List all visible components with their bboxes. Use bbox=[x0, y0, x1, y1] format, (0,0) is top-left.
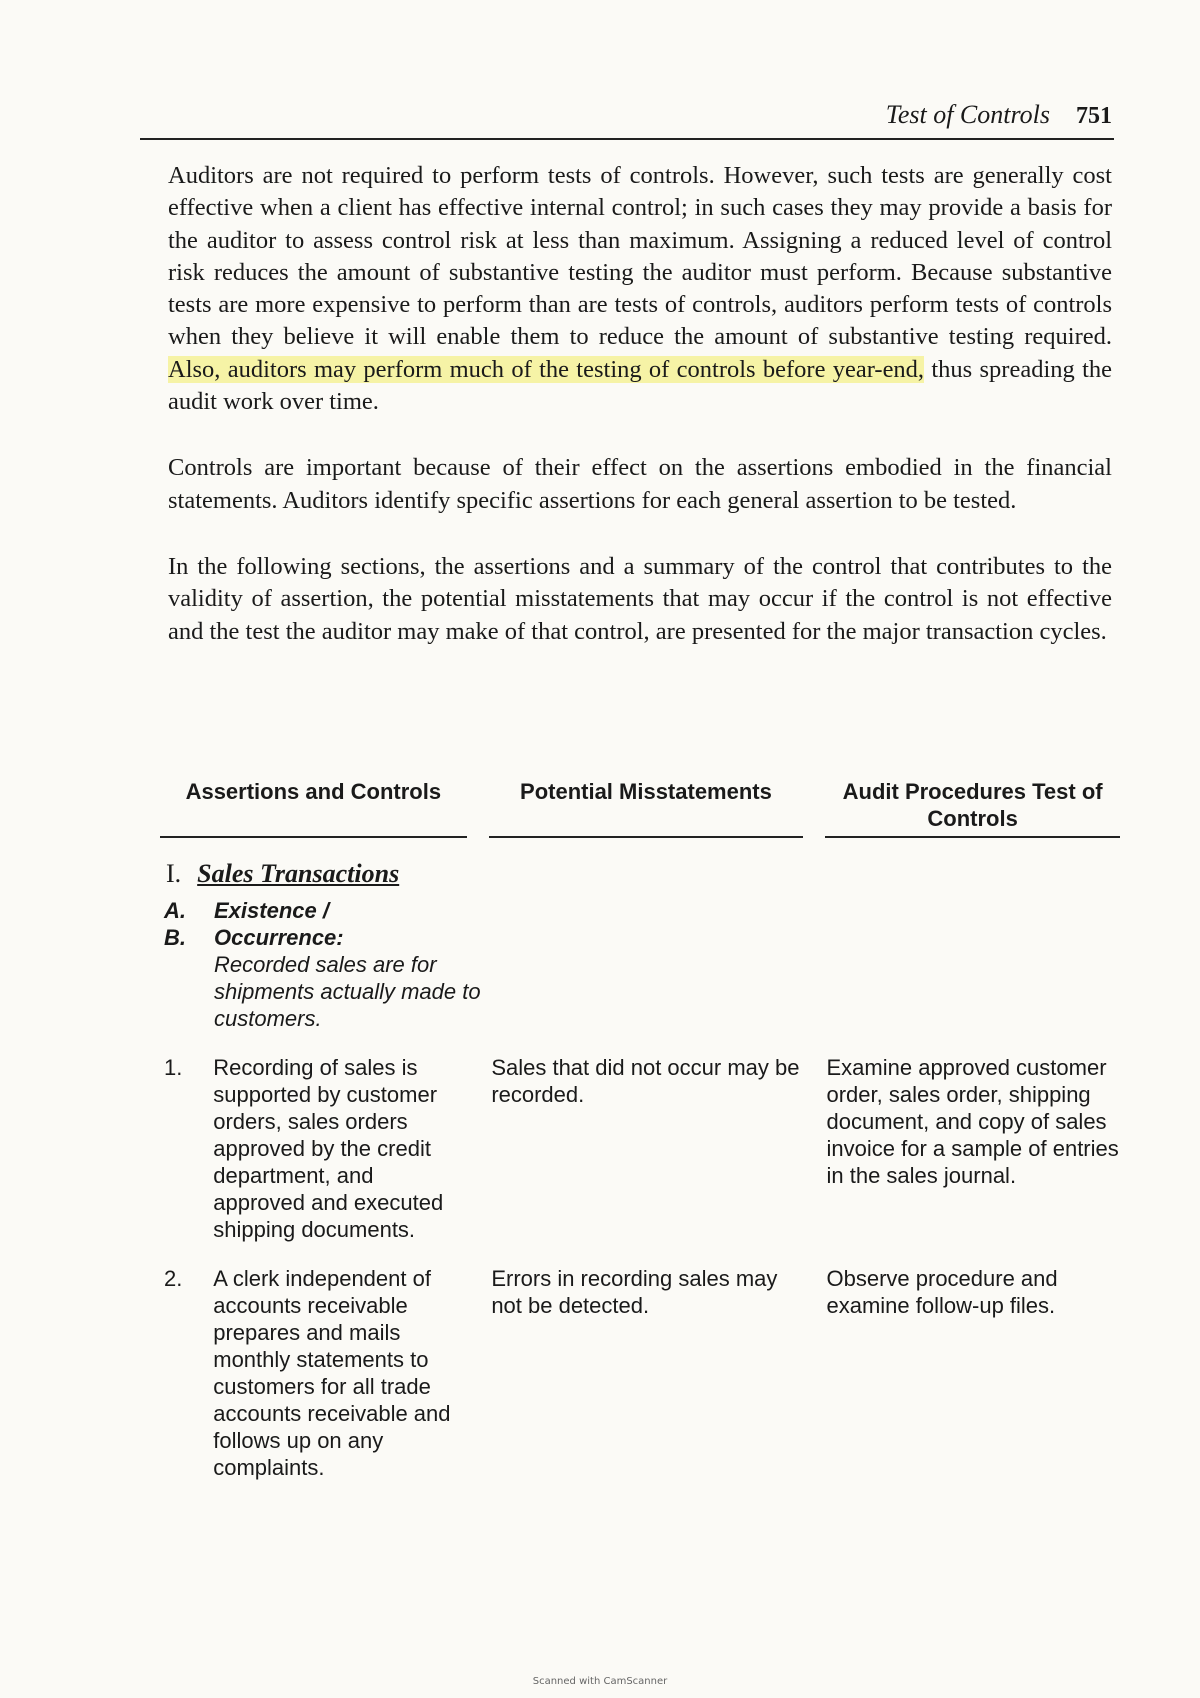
assertion-letter-b: B. bbox=[164, 925, 186, 950]
controls-table bbox=[160, 778, 1120, 1481]
assertion-letters bbox=[160, 897, 214, 1032]
assertion-body bbox=[214, 897, 484, 1032]
row-misstatement: Sales that did not occur may be recorded. bbox=[491, 1055, 800, 1107]
header-assertions-controls: Assertions and Controls bbox=[160, 778, 467, 838]
table-row bbox=[160, 1265, 1120, 1481]
header-rule bbox=[140, 138, 1114, 140]
row-number: 1. bbox=[164, 1055, 183, 1080]
assertion-letter-a: A. bbox=[164, 898, 186, 923]
scanner-watermark: Scanned with CamScanner bbox=[532, 1676, 668, 1687]
assertion-label-occurrence: Occurrence: bbox=[214, 925, 344, 950]
running-head bbox=[140, 100, 1112, 130]
paragraph-3: In the following sections, the assertions and a summary of the control that contributes to the validity of assertion, the potential misstatements that may occur if the control is not effective and the test the auditor may make of that control, are presented for the major transaction cycles. bbox=[168, 552, 1112, 645]
row-control: A clerk independent of accounts receivable prepares and mails monthly statements to customers for all trade accounts receivable and follows up on any complaints. bbox=[213, 1266, 451, 1480]
row-misstatement: Errors in recording sales may not be detected. bbox=[491, 1266, 778, 1318]
paragraph-1-text: Auditors are not required to perform tests of controls. However, such tests are generally cost effective when a client has effective internal control; in such cases they may provide a basis for the auditor to assess control risk at less than maximum. Assigning a reduced level of control risk reduces the amount of substantive testing the auditor must perform. Because substantive tests are more expensive to perform than are tests of controls, auditors perform tests of controls when they believe it will enable them to reduce the amount of substantive testing required. bbox=[168, 162, 1112, 351]
section-number: I. bbox=[166, 859, 182, 888]
row-control: Recording of sales is supported by customer orders, sales orders approved by the credit department, and approved and executed shipping documents. bbox=[213, 1055, 444, 1242]
section-name: Sales Transactions bbox=[197, 859, 400, 888]
table-header bbox=[160, 778, 1120, 838]
assertion-description: Recorded sales are for shipments actually made to customers. bbox=[214, 952, 481, 1031]
row-procedure: Observe procedure and examine follow-up files. bbox=[826, 1266, 1058, 1318]
section-title bbox=[166, 860, 1120, 887]
row-procedure: Examine approved customer order, sales order, shipping document, and copy of sales invoice for a sample of entries in the sales journal. bbox=[826, 1055, 1119, 1188]
assertion-label-existence: Existence / bbox=[214, 898, 329, 923]
paragraph-2: Controls are important because of their effect on the assertions embodied in the financial statements. Auditors identify specific assertions for each general assertion to be tested. bbox=[168, 454, 1112, 514]
paragraph-1 bbox=[168, 160, 1112, 418]
running-title: Test of Controls bbox=[885, 100, 1050, 129]
paragraph-1-tail: thus spreading the audit work over time. bbox=[168, 355, 1112, 416]
page-number: 751 bbox=[1076, 103, 1112, 129]
header-potential-misstatements: Potential Misstatements bbox=[489, 778, 804, 838]
body-text bbox=[168, 160, 1112, 682]
assertion-block bbox=[160, 897, 1120, 1032]
table-row bbox=[160, 1054, 1120, 1243]
header-audit-procedures: Audit Procedures Test of Controls bbox=[825, 778, 1120, 838]
highlighted-text: Also, auditors may perform much of the testing of controls before year-end, bbox=[168, 355, 925, 383]
row-number: 2. bbox=[164, 1266, 183, 1291]
